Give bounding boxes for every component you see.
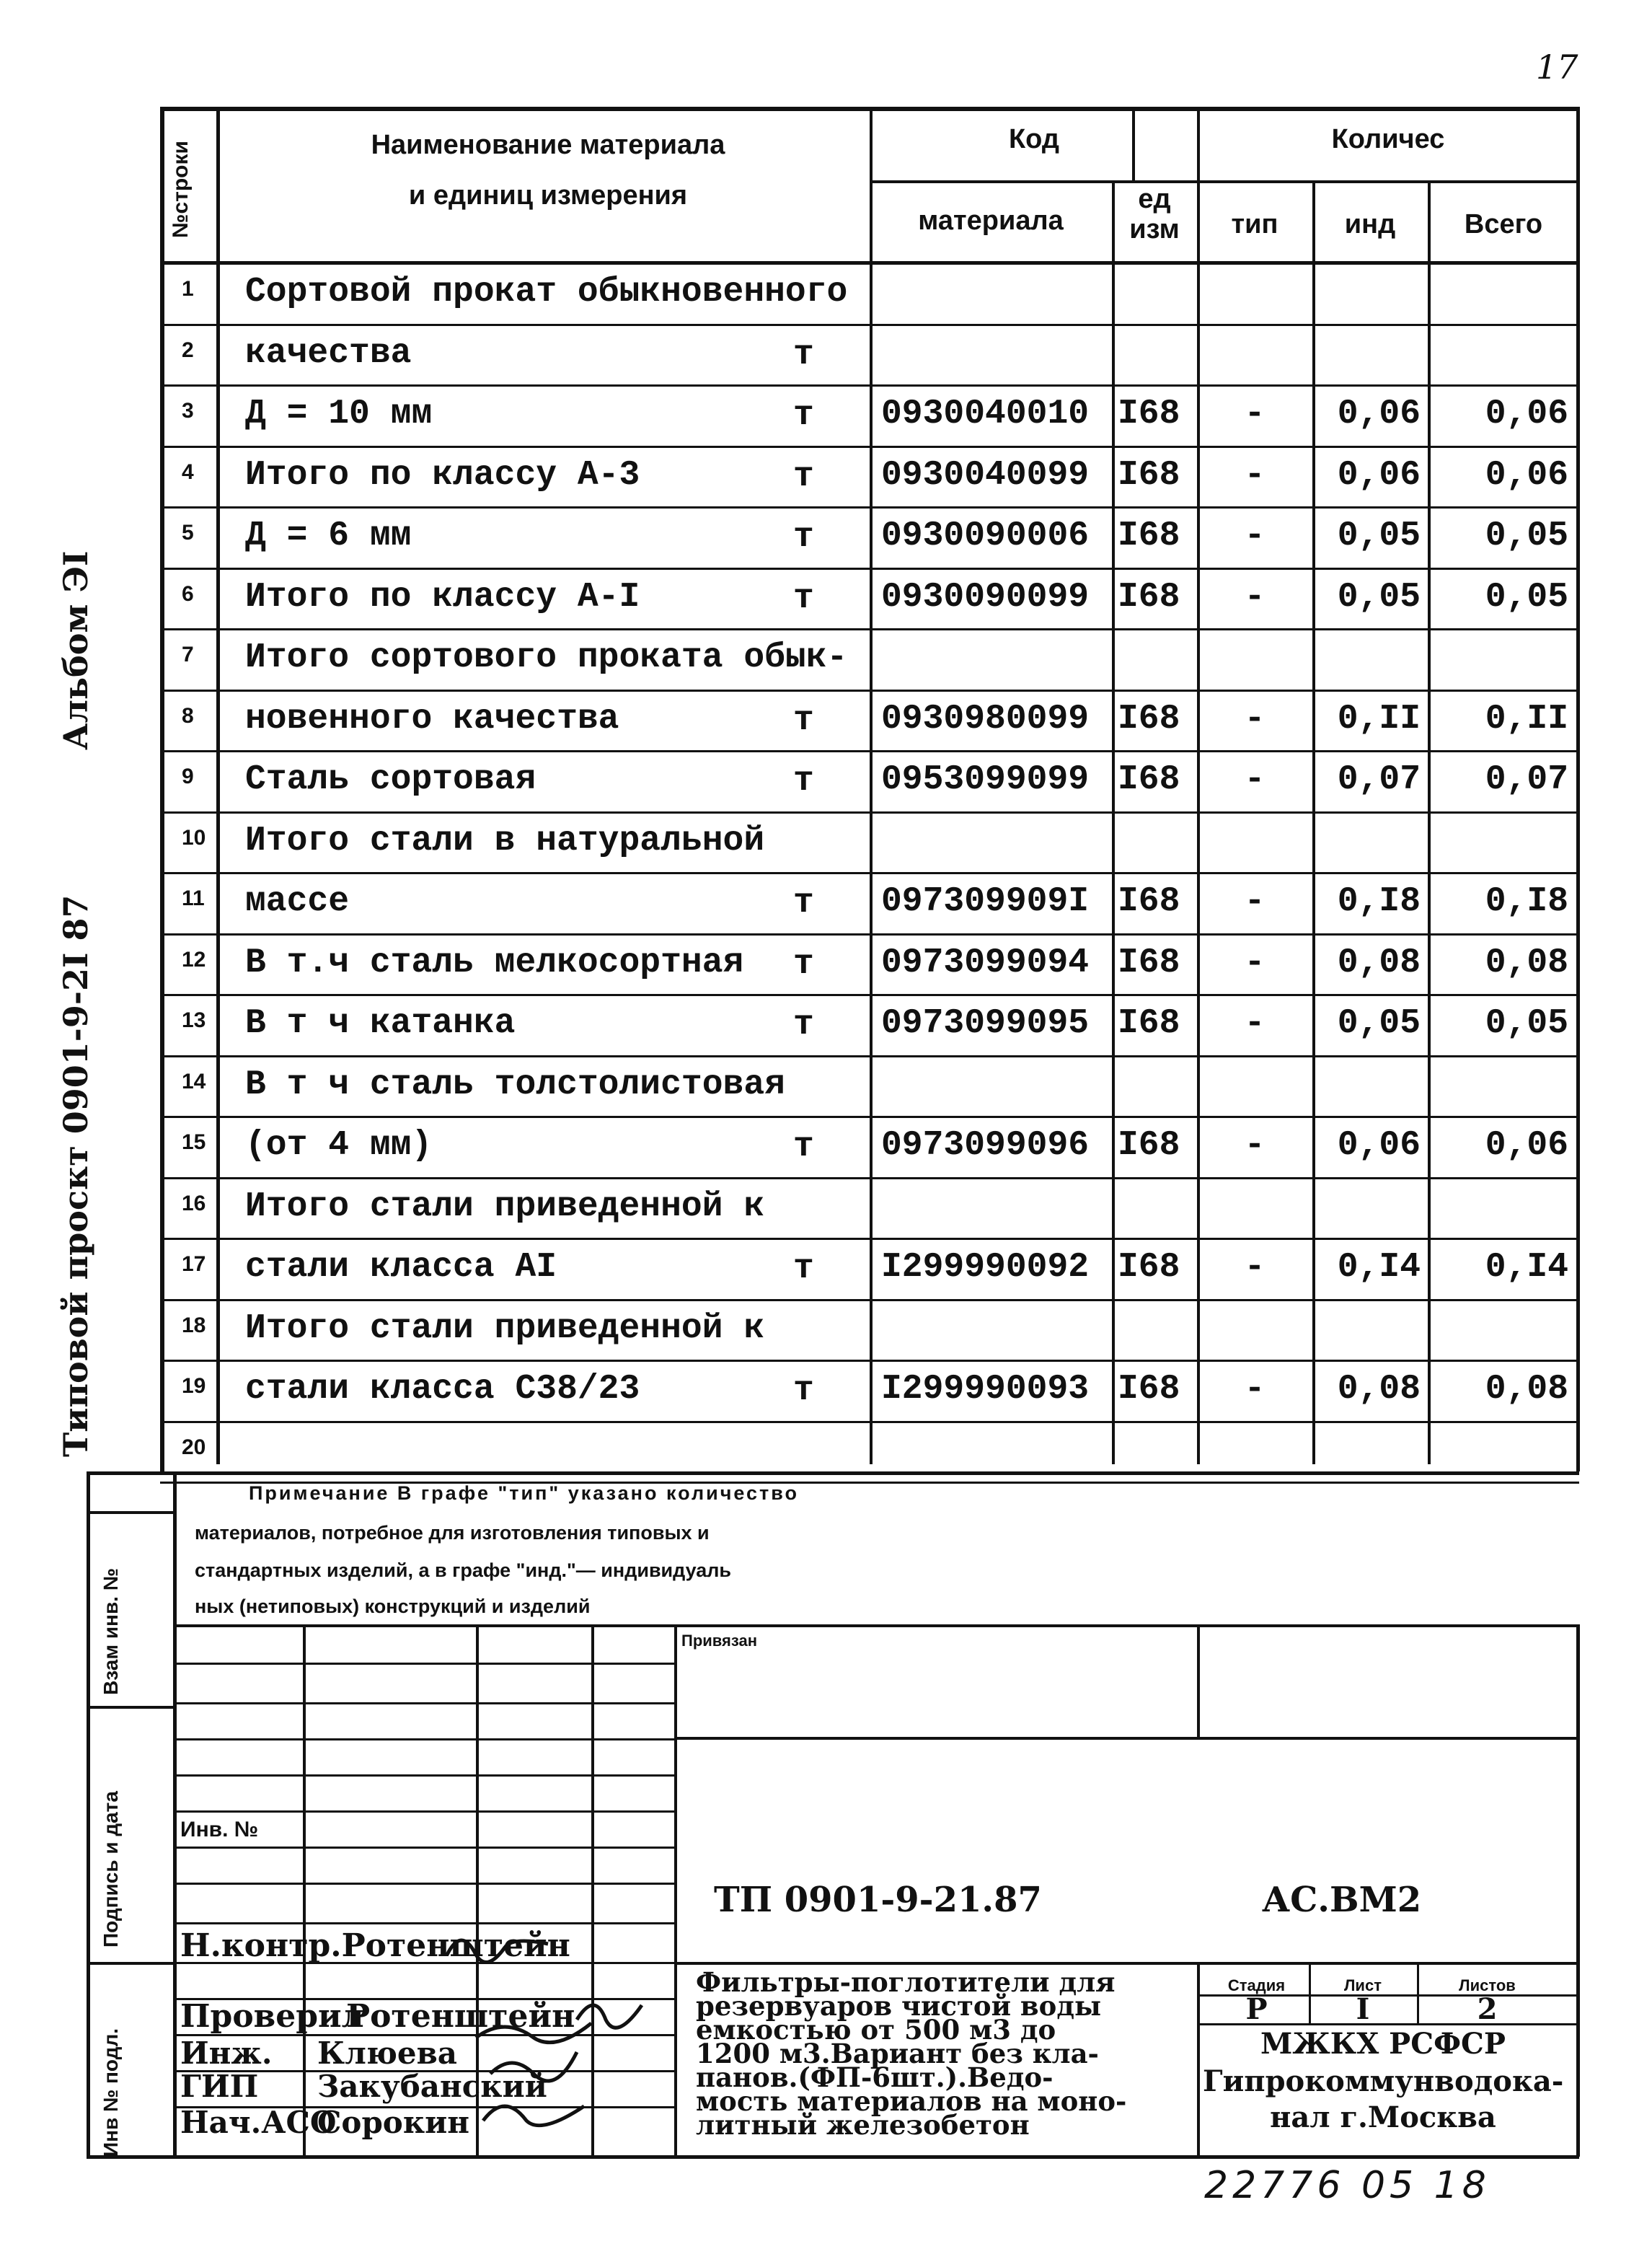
rule-line — [1576, 107, 1580, 1471]
rule-line — [173, 1738, 674, 1740]
row-total: 0,05 — [1485, 516, 1568, 555]
row-code: 097309909I — [881, 882, 1090, 921]
row-total: 0,06 — [1485, 1126, 1568, 1165]
row-ed: I68 — [1118, 1004, 1180, 1043]
name-header-line1: Наименование материала — [371, 130, 725, 160]
rule-line — [160, 628, 1579, 630]
description-line: емкостью от 500 м3 до — [696, 2014, 1056, 2046]
rule-line — [160, 568, 1579, 570]
description-line: литный железобетон — [696, 2109, 1030, 2141]
row-number: 6 — [182, 581, 194, 606]
row-unit: т — [793, 578, 814, 618]
row-number: 18 — [182, 1313, 206, 1337]
rule-line — [160, 690, 1579, 692]
rule-line — [160, 1055, 1579, 1057]
row-ind: 0,05 — [1337, 577, 1421, 617]
row-ed: I68 — [1118, 699, 1180, 739]
rule-line — [1576, 1624, 1580, 2157]
row-number: 15 — [182, 1130, 206, 1154]
signature-marks — [433, 1919, 649, 2149]
rule-line — [674, 1624, 677, 2157]
description-line: 1200 м3.Вариант без кла- — [696, 2038, 1099, 2069]
row-unit: т — [793, 457, 814, 496]
signer-proveril-role: Проверил — [180, 1998, 364, 2035]
project-description — [696, 1966, 1186, 2141]
row-number: 1 — [182, 277, 194, 301]
rule-line — [173, 1810, 674, 1813]
qty-ind-header: инд — [1344, 209, 1396, 239]
row-ind: 0,II — [1337, 699, 1421, 739]
row-ed: I68 — [1118, 1248, 1180, 1287]
row-ind: 0,07 — [1337, 760, 1421, 799]
rule-line — [160, 1360, 1579, 1362]
rule-line — [87, 1706, 173, 1709]
row-total: 0,06 — [1485, 455, 1568, 495]
row-code: 0973099095 — [881, 1004, 1090, 1043]
rule-line — [160, 811, 1579, 814]
row-unit: т — [793, 884, 814, 923]
row-unit: т — [793, 700, 814, 740]
row-tip: - — [1244, 1248, 1265, 1287]
row-number: 19 — [182, 1374, 206, 1398]
row-number: 3 — [182, 399, 194, 423]
name-header-line2: и единиц измерения — [408, 180, 688, 211]
row-ind: 0,08 — [1337, 943, 1421, 982]
row-total: 0,05 — [1485, 1004, 1568, 1043]
row-number: 12 — [182, 947, 206, 972]
row-ed: I68 — [1118, 760, 1180, 799]
rule-line — [160, 446, 1579, 448]
rule-line — [160, 933, 1579, 936]
sheets-label: Листов — [1459, 1976, 1516, 1994]
designation-right: АС.ВМ2 — [1262, 1880, 1422, 1920]
page-number: 17 — [1536, 48, 1578, 87]
rule-line — [173, 1663, 674, 1665]
row-name: Сортовой прокат обыкновенного — [245, 273, 848, 312]
row-number: 4 — [182, 459, 194, 484]
note-line-3: стандартных изделий, а в графе "инд."— индивидуаль — [195, 1559, 732, 1581]
row-name: Д = 10 мм — [245, 395, 433, 433]
rule-line — [160, 1299, 1579, 1301]
signer-inzh-name: Клюева — [317, 2035, 458, 2071]
org-line-3: нал г.Москва — [1270, 2100, 1496, 2134]
row-name: новенного качества — [245, 699, 619, 739]
row-tip: - — [1244, 882, 1265, 921]
row-ed: I68 — [1118, 943, 1180, 982]
row-tip: - — [1244, 760, 1265, 799]
row-number: 5 — [182, 521, 194, 545]
qty-header: Количес — [1331, 124, 1445, 154]
qty-type-header: тип — [1231, 209, 1278, 239]
rule-line — [160, 872, 1579, 874]
row-unit: т — [793, 944, 814, 984]
row-name: стали класса С38/23 — [245, 1370, 640, 1409]
rule-line — [173, 1702, 674, 1704]
project-label: Типовой проскт 0901-9-2I 87 — [56, 894, 95, 1457]
row-name: Д = 6 мм — [245, 516, 412, 555]
sheet-value: I — [1356, 1992, 1370, 2026]
row-unit: т — [793, 1005, 814, 1044]
row-total: 0,I4 — [1485, 1248, 1568, 1287]
row-code: I299990093 — [881, 1370, 1090, 1409]
row-name: Итого сортового проката обык- — [245, 638, 848, 677]
stamp-col-1: Взам инв. № — [100, 1568, 122, 1695]
rule-line — [173, 1624, 1579, 1627]
rule-line — [216, 107, 220, 1464]
row-total: 0,I8 — [1485, 882, 1568, 921]
row-number: 7 — [182, 643, 194, 666]
privyazan-label: Привязан — [681, 1632, 758, 1650]
row-number: 16 — [182, 1191, 206, 1215]
row-ed: I68 — [1118, 1370, 1180, 1409]
row-tip: - — [1244, 1370, 1265, 1409]
rule-line — [674, 1737, 1579, 1740]
row-number: 13 — [182, 1008, 206, 1032]
row-ed: I68 — [1118, 577, 1180, 617]
row-code: 0973099096 — [881, 1126, 1090, 1165]
row-number: 14 — [182, 1069, 206, 1093]
rule-line — [160, 384, 1579, 387]
row-ind: 0,06 — [1337, 395, 1421, 433]
rule-line — [87, 1471, 1579, 1475]
row-ind: 0,08 — [1337, 1370, 1421, 1409]
org-line-1: МЖКХ РСФСР — [1260, 2027, 1506, 2061]
rule-line — [173, 1883, 674, 1885]
row-name: качества — [245, 333, 412, 373]
row-number: 8 — [182, 703, 194, 728]
description-line: резервуаров чистой воды — [696, 1990, 1102, 2022]
code-header: Код — [1008, 124, 1060, 154]
row-unit: т — [793, 335, 814, 374]
code-unit-header-1: ед — [1138, 184, 1171, 214]
description-line: панов.(ФП-6шт.).Ведо- — [696, 2061, 1054, 2093]
rule-line — [87, 1471, 90, 2157]
row-tip: - — [1244, 1126, 1265, 1165]
description-line: Фильтры-поглотители для — [696, 1966, 1116, 1998]
code-material-header: материала — [918, 206, 1064, 236]
row-number: 2 — [182, 338, 194, 362]
row-total: 0,05 — [1485, 577, 1568, 617]
rule-line — [160, 994, 1579, 996]
row-unit: т — [793, 1249, 814, 1288]
stamp-col-2: Подпись и дата — [100, 1791, 122, 1947]
row-number: 11 — [182, 886, 205, 910]
row-ind: 0,05 — [1337, 1004, 1421, 1043]
rule-line — [674, 1962, 1579, 1965]
rule-line — [160, 1421, 1579, 1423]
inv-no-label: Инв. № — [180, 1818, 259, 1841]
stamp-col-3: Инв № подл. — [100, 2028, 122, 2157]
row-tip: - — [1244, 455, 1265, 495]
rule-line — [870, 107, 873, 1464]
row-name: Итого по классу А-I — [245, 577, 640, 617]
row-code: 0930090099 — [881, 577, 1090, 617]
row-number: 9 — [182, 765, 194, 788]
row-name: Итого стали в натуральной — [245, 821, 765, 861]
row-unit: т — [793, 396, 814, 435]
row-number: 20 — [182, 1435, 206, 1459]
designation-left: ТП 0901-9-21.87 — [714, 1880, 1042, 1920]
row-name: Сталь сортовая — [245, 760, 536, 799]
description-line: мость материалов на моно- — [696, 2085, 1127, 2117]
row-code: 0930040010 — [881, 395, 1090, 433]
rule-line — [160, 1238, 1579, 1240]
row-ind: 0,I8 — [1337, 882, 1421, 921]
sheet-label: Лист — [1344, 1976, 1382, 1994]
code-unit-header-2: изм — [1129, 214, 1180, 245]
row-ed: I68 — [1118, 882, 1180, 921]
row-unit: т — [793, 762, 814, 801]
row-tip: - — [1244, 395, 1265, 433]
row-name: массе — [245, 882, 350, 921]
row-code: 0973099094 — [881, 943, 1090, 982]
row-tip: - — [1244, 943, 1265, 982]
signer-proveril-name: Ротенштейн — [346, 1998, 575, 2035]
row-number-header: №строки — [169, 141, 193, 238]
album-label: Альбом ЭI — [56, 550, 95, 750]
row-name: Итого стали приведенной к — [245, 1187, 765, 1226]
row-ind: 0,06 — [1337, 455, 1421, 495]
row-number: 10 — [182, 825, 206, 850]
row-name: Итого стали приведенной к — [245, 1308, 765, 1348]
rule-line — [173, 1847, 674, 1849]
rule-line — [160, 324, 1579, 326]
rule-line — [87, 1962, 173, 1965]
signer-nach-name: Сорокин — [317, 2105, 470, 2140]
row-code: 0953099099 — [881, 760, 1090, 799]
rule-line — [870, 180, 1579, 183]
note-line-1: Примечание В графе "тип" указано количество — [249, 1482, 799, 1504]
rule-line — [160, 1177, 1579, 1179]
row-total: 0,II — [1485, 699, 1568, 739]
rule-line — [1197, 1962, 1200, 2157]
row-tip: - — [1244, 699, 1265, 739]
row-ind: 0,06 — [1337, 1126, 1421, 1165]
row-ed: I68 — [1118, 1126, 1180, 1165]
row-ed: I68 — [1118, 395, 1180, 433]
signer-inzh-role: Инж. — [180, 2035, 273, 2071]
signer-nach-role: Нач.АСО — [180, 2105, 337, 2140]
row-unit: т — [793, 1371, 814, 1410]
rule-line — [87, 2155, 1579, 2159]
signer-gip-name: Закубанский — [317, 2069, 547, 2104]
rule-line — [160, 506, 1579, 509]
row-total: 0,07 — [1485, 760, 1568, 799]
stage-label: Стадия — [1227, 1976, 1286, 1994]
signer-gip-role: ГИП — [180, 2069, 259, 2104]
row-ind: 0,05 — [1337, 516, 1421, 555]
row-tip: - — [1244, 577, 1265, 617]
row-ed: I68 — [1118, 516, 1180, 555]
row-total: 0,08 — [1485, 943, 1568, 982]
stage-value: Р — [1245, 1992, 1268, 2026]
row-tip: - — [1244, 516, 1265, 555]
rule-line — [160, 107, 164, 1471]
note-line-4: ных (нетиповых) конструкций и изделий — [195, 1596, 591, 1617]
row-name: стали класса АI — [245, 1248, 557, 1287]
row-name: В т.ч сталь мелкосортная — [245, 943, 744, 982]
sheets-value: 2 — [1477, 1992, 1498, 2026]
rule-line — [173, 1471, 177, 2157]
row-ed: I68 — [1118, 455, 1180, 495]
rule-line — [1112, 180, 1115, 1464]
rule-line — [173, 1774, 674, 1777]
row-total: 0,08 — [1485, 1370, 1568, 1409]
row-code: 0930980099 — [881, 699, 1090, 739]
row-tip: - — [1244, 1004, 1265, 1043]
row-name: В т ч катанка — [245, 1004, 516, 1043]
row-ind: 0,I4 — [1337, 1248, 1421, 1287]
rule-line — [160, 261, 1579, 265]
footer-number: 22776 05 18 — [1204, 2164, 1490, 2207]
signer-name: Ротенштейн — [341, 1927, 570, 1964]
org-line-2: Гипрокоммунводока- — [1203, 2064, 1564, 2098]
qty-total-header: Всего — [1464, 209, 1543, 239]
row-name: Итого по классу А-3 — [245, 455, 640, 495]
rule-line — [160, 750, 1579, 752]
rule-line — [87, 1511, 173, 1514]
rule-line — [160, 1116, 1579, 1118]
note-line-2: материалов, потребное для изготовления типовых и — [195, 1522, 710, 1544]
rule-line — [1197, 1624, 1200, 1737]
row-name: (от 4 мм) — [245, 1126, 433, 1165]
row-code: 0930040099 — [881, 455, 1090, 495]
row-code: 0930090006 — [881, 516, 1090, 555]
row-number: 17 — [182, 1252, 206, 1276]
row-code: I299990092 — [881, 1248, 1090, 1287]
row-name: В т ч сталь толстолистовая — [245, 1065, 785, 1104]
signer-role: Н.контр. — [180, 1927, 342, 1964]
row-total: 0,06 — [1485, 395, 1568, 433]
row-unit: т — [793, 1127, 814, 1166]
row-unit: т — [793, 518, 814, 557]
